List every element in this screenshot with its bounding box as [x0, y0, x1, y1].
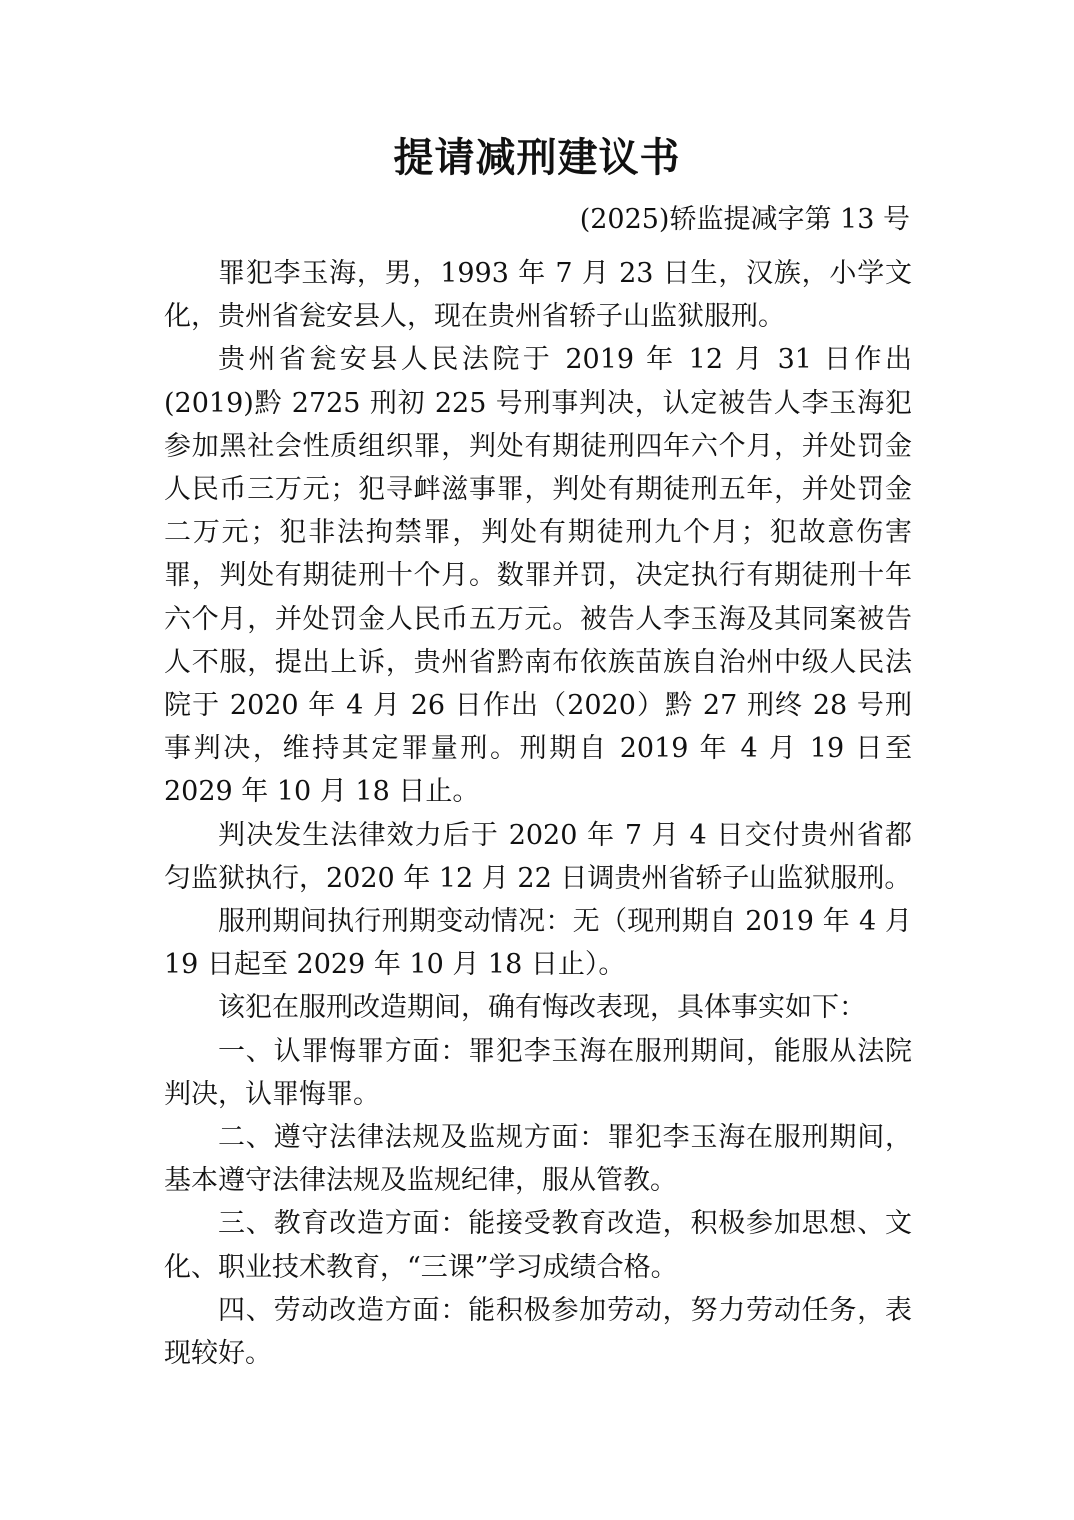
paragraph-basic-info: 罪犯李玉海，男，1993 年 7 月 23 日生，汉族，小学文化，贵州省瓮安县人，现在贵州省轿子山监狱服刑。: [164, 258, 912, 333]
paragraph-item-2: 二、遵守法律法规及监规方面：罪犯李玉海在服刑期间，基本遵守法律法规及监规纪律，服从管教。: [164, 1122, 912, 1197]
document-title: 提请减刑建议书: [393, 134, 681, 181]
document-number: (2025)轿监提减字第 13 号: [579, 204, 910, 235]
paragraph-item-4: 四、劳动改造方面：能积极参加劳动，努力劳动任务，表现较好。: [164, 1294, 912, 1370]
document-body: [164, 252, 912, 1375]
paragraph-item-1: 一、认罪悔罪方面：罪犯李玉海在服刑期间，能服从法院判决，认罪悔罪。: [164, 1035, 912, 1110]
paragraph-term-change: 服刑期间执行刑期变动情况：无（现刑期自 2019 年 4 月 19 日起至 2029 年 10 月 18 日止）。: [164, 906, 912, 981]
paragraph-item-3: 三、教育改造方面：能接受教育改造，积极参加思想、文化、职业技术教育，“三课”学习成绩合格。: [164, 1208, 912, 1283]
paragraph-execution: 判决发生法律效力后于 2020 年 7 月 4 日交付贵州省都匀监狱执行，2020 年 12 月 22 日调贵州省轿子山监狱服刑。: [164, 819, 912, 894]
paragraph-facts-intro: 该犯在服刑改造期间，确有悔改表现，具体事实如下：: [218, 992, 866, 1024]
paragraph-judgment: 贵州省瓮安县人民法院于 2019 年 12 月 31 日作出(2019)黔 2725 刑初 225 号刑事判决，认定被告人李玉海犯参加黑社会性质组织罪，判处有期徒刑四年六个月，并处罚金人民币三万元；犯寻衅滋事罪，判处有期徒刑五年，并处罚金二万元；犯非法拘禁罪，判处有期徒刑九个月；犯故意伤害罪，判处有期徒刑十个月。数罪并罚，决定执行有期徒刑十年六个月，并处罚金人民币五万元。被告人李玉海及其同案被告人不服，提出上诉，贵州省黔南布依族苗族自治州中级人民法院于 2020 年 4 月 26 日作出（2020）黔 27 刑终 28 号刑事判决，维持其定罪量刑。刑期自 2019 年 4 月 19 日至 2029 年 10 月 18 日止。: [164, 344, 912, 808]
